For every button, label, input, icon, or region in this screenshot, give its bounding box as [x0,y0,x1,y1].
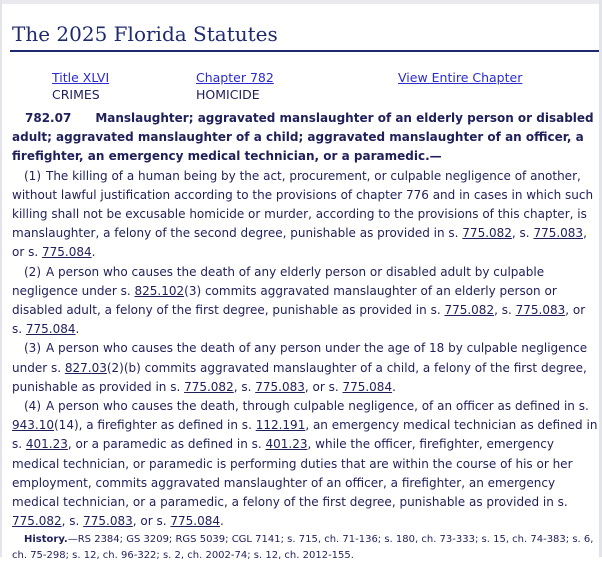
subsection-text: . [220,514,224,529]
statute-link[interactable]: 775.083 [515,303,566,318]
statute-link[interactable]: 775.082 [462,226,512,241]
subsection-text: , or a paramedic as defined in s. [67,437,266,452]
subsection-text: , s. [61,514,84,529]
statute-heading [12,109,598,167]
window-left-border [0,0,2,557]
title-divider [10,50,599,52]
title-name: CRIMES [52,87,100,102]
nav-title-group [52,69,109,103]
statute-link[interactable]: 112.191 [255,418,306,433]
section-number: 782.07 [25,111,72,125]
statute-link[interactable]: 775.084 [41,245,92,260]
statute-link[interactable]: 775.082 [444,303,495,318]
history-note [12,532,598,564]
subsection-text: , while the officer, firefighter, emergency medical technician, or paramedic is performing duties that are within the course of his or her employment, commits aggravated manslaughter of an officer, a firefighter, an emergency medical technician, or a paramedic, a felony of the first degree, punishable as provided in s. [12,437,573,510]
statute-link[interactable]: 775.083 [255,379,305,394]
subsection-text: A person who causes the death, through culpable negligence, of an officer as defined in s. [46,399,589,414]
subsection-text: A person who causes the death of any elderly person or disabled adult by culpable negligence under s. [12,264,545,298]
statute-link[interactable]: 775.084 [170,514,220,529]
chapter-name: HOMICIDE [196,87,260,102]
subsection-text: (3) commits aggravated manslaughter of an elderly person or disabled adult, a felony of the first degree, punishable as provided in s. [12,283,557,318]
statute-link[interactable]: 775.083 [533,226,584,241]
subsection-text: (14), a firefighter as defined in s. [54,418,256,433]
subsection-number: (3) [24,341,41,356]
subsection-text: A person who causes the death of any person under the age of 18 by culpable negligence under s. [12,341,588,375]
subsection-number: (4) [24,399,41,414]
subsection-2 [12,263,598,340]
window-top-border [0,0,602,4]
section-catchline: Manslaughter; aggravated manslaughter of an elderly person or disabled adult; aggravated manslaughter of a child; aggravated manslaughter of an officer, a firefighter, an emergency medical technician, or a paramedic.— [12,111,594,164]
subsection-number: (1) [24,168,41,183]
statute-body [12,109,598,564]
subsection-text: . [75,322,80,337]
subsection-text: , an emergency medical technician as defined in s. [12,418,598,452]
page-title: The 2025 Florida Statutes [12,22,278,46]
nav-chapter-group [196,69,274,103]
subsection-text: , or s. [304,379,343,394]
statute-link[interactable]: 775.084 [342,379,393,394]
statute-link[interactable]: 827.03 [64,360,107,375]
subsection-1 [12,167,598,263]
subsection-text: (2)(b) commits aggravated manslaughter of a child, a felony of the first degree, punishable as provided in s. [12,360,587,394]
view-entire-chapter-link[interactable]: View Entire Chapter [398,70,523,85]
statute-link[interactable]: 401.23 [265,437,308,452]
statute-link[interactable]: 825.102 [134,283,185,298]
history-text: —RS 2384; GS 3209; RGS 5039; CGL 7141; s. 715, ch. 71-136; s. 180, ch. 73-333; s. 15, ch. 74-383; s. 6, ch. 75-298; s. 12, ch. 96-322; s. 2, ch. 2002-74; s. 12, ch. 2012-155. [12,534,594,562]
subsection-text: , s. [511,226,534,241]
history-label: History. [24,534,68,546]
subsection-3 [12,339,598,397]
nav-view-group [398,69,522,86]
statute-link[interactable]: 775.084 [25,322,76,337]
subsection-text: . [392,379,396,394]
statute-link[interactable]: 775.082 [184,379,234,394]
subsection-number: (2) [24,264,41,279]
subsection-text: . [91,245,96,260]
subsection-text: , or s. [12,226,587,260]
subsection-4 [12,397,598,531]
title-link[interactable]: Title XLVI [52,70,110,85]
statute-link[interactable]: 943.10 [12,418,54,433]
statute-link[interactable]: 775.083 [83,514,133,529]
subsection-text: , or s. [132,514,171,529]
subsection-text: , or s. [12,303,586,337]
subsection-text: , s. [233,379,256,394]
subsection-text: , s. [494,303,516,318]
subsection-text: The killing of a human being by the act, procurement, or culpable negligence of another, without lawful justification according to the provisions of chapter 776 and in cases in which such killing shall not be excusable homicide or murder, according to the provisions of this chapter, is manslaughter, a felony of the second degree, punishable as provided in s. [12,168,594,241]
statute-link[interactable]: 775.082 [12,514,62,529]
statute-link[interactable]: 401.23 [25,437,68,452]
chapter-link[interactable]: Chapter 782 [196,70,274,85]
